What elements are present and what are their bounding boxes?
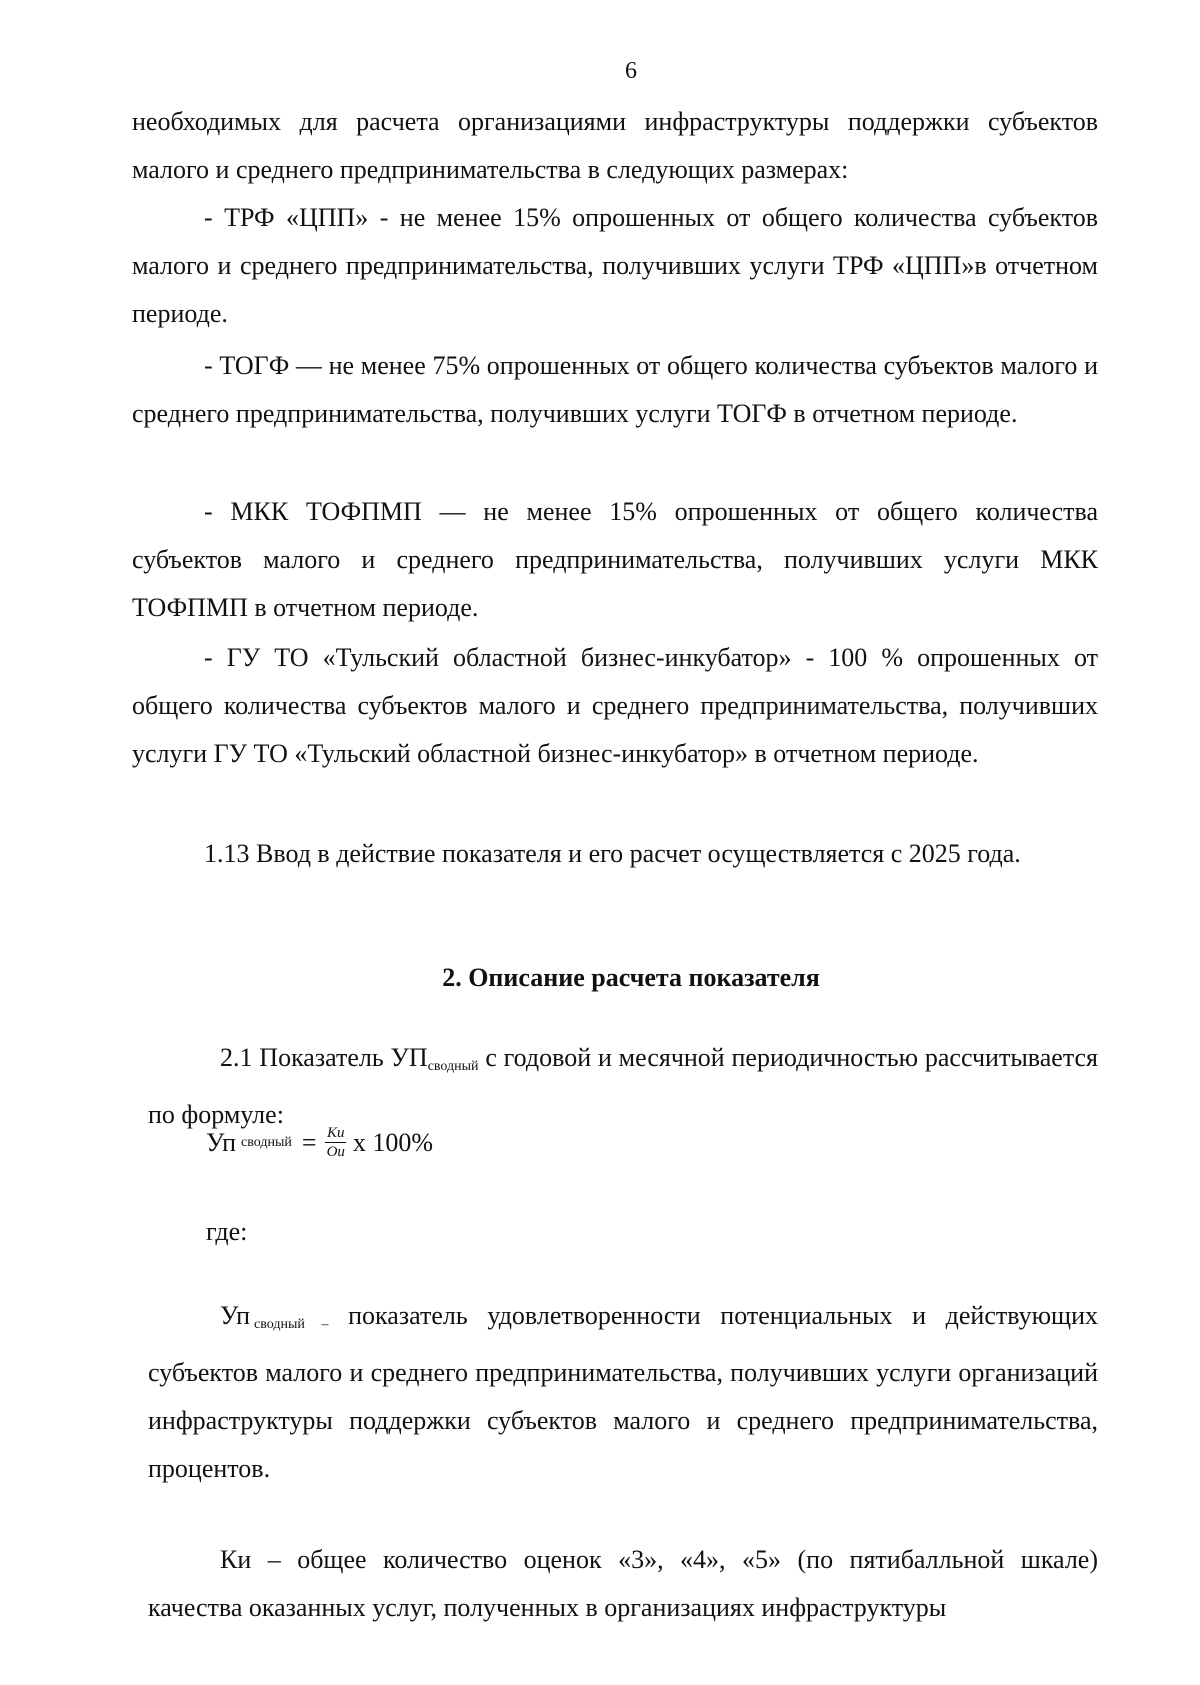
def1-text: показатель удовлетворенности потенциальных и действующих субъектов малого и среднего предпринимательства, получивших услуги организаций инфраструктуры поддержки субъектов малого и среднего предпринимательства, процентов. xyxy=(148,1301,1098,1483)
formula xyxy=(206,1124,433,1161)
formula-rhs: х 100% xyxy=(352,1127,434,1157)
paragraph-intro: необходимых для расчета организациями инфраструктуры поддержки субъектов малого и среднего предпринимательства в следующих размерах: xyxy=(132,107,1098,184)
formula-lhs: Уп xyxy=(206,1127,237,1157)
p21-subscript: сводный xyxy=(427,1059,479,1074)
formula-equals: = xyxy=(301,1127,317,1157)
definition-up-svodny xyxy=(148,1292,1098,1493)
formula-fraction xyxy=(325,1124,347,1161)
paragraph-business-incubator: - ГУ ТО «Тульский областной бизнес-инкубатор» - 100 % опрошенных от общего количества субъектов малого и среднего предпринимательства, получивших услуги ГУ ТО «Тульский областной бизнес-инкубатор» в отчетном периоде. xyxy=(132,643,1098,768)
formula-lhs-subscript: сводный xyxy=(241,1134,292,1150)
paragraph-togf: - ТОГФ — не менее 75% опрошенных от общего количества субъектов малого и среднего предпринимательства, получивших услуги ТОГФ в отчетном периоде. xyxy=(132,351,1098,428)
def1-subscript: сводный – xyxy=(254,1317,329,1332)
p21-text-post: с годовой и месячной периодичностью рассчитывается по формуле: xyxy=(148,1043,1098,1129)
formula-numerator: Ки xyxy=(327,1125,345,1141)
formula-denominator: Ои xyxy=(326,1144,345,1160)
section-heading: 2. Описание расчета показателя xyxy=(442,963,820,992)
definition-ki: Ки – общее количество оценок «3», «4», «5» (по пятибалльной шкале) качества оказанных услуг, полученных в организациях инфраструктуры xyxy=(148,1545,1098,1622)
paragraph-1-13: 1.13 Ввод в действие показателя и его расчет осуществляется с 2025 года. xyxy=(204,839,1021,868)
paragraph-trf-cpp: - ТРФ «ЦПП» - не менее 15% опрошенных от общего количества субъектов малого и среднего предпринимательства, получивших услуги ТРФ «ЦПП»в отчетном периоде. xyxy=(132,203,1098,328)
p21-text-pre: 2.1 Показатель УП xyxy=(220,1043,428,1072)
def1-term: Уп xyxy=(220,1301,251,1330)
where-label: где: xyxy=(206,1217,248,1246)
page-number: 6 xyxy=(625,58,637,84)
paragraph-mkk-tofpmp: - МКК ТОФПМП — не менее 15% опрошенных от общего количества субъектов малого и среднего предпринимательства, получивших услуги МКК ТОФПМП в отчетном периоде. xyxy=(132,497,1098,622)
